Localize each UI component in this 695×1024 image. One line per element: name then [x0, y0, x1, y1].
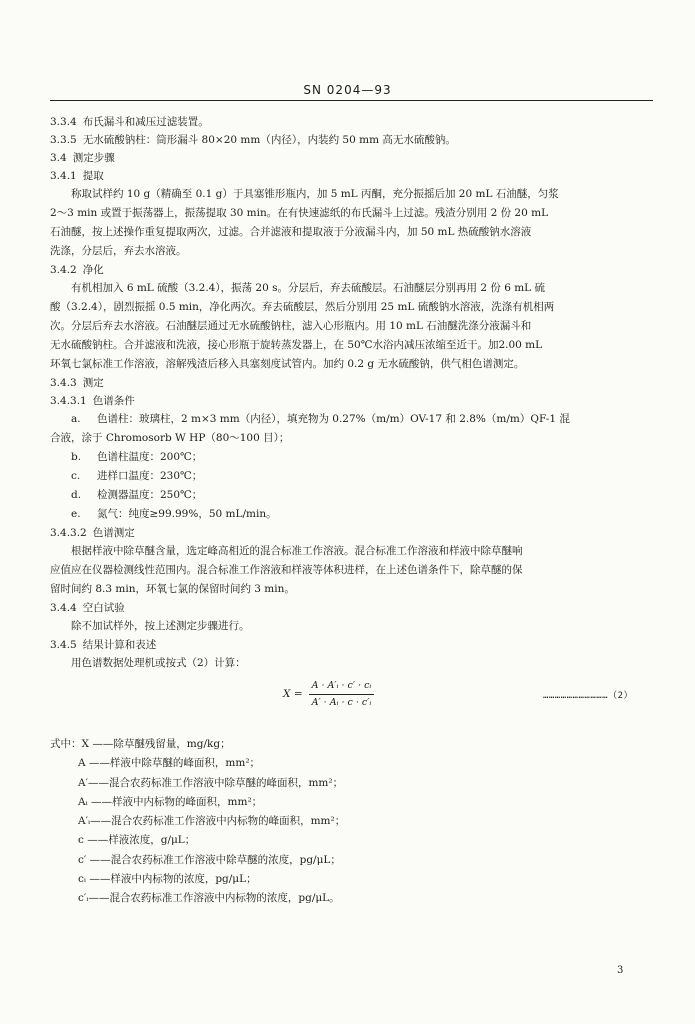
- condition-item-c: c. 进样口温度：230℃；: [71, 470, 203, 482]
- paragraph-line: 有机相加入 6 mL 硫酸（3.2.4），振荡 20 s。分层后，弃去硫酸层。石油醚层分别再用 2 份 6 mL 硫: [71, 282, 545, 294]
- paragraph-line: 环氧七氯标准工作溶液，溶解残渣后移入具塞刻度试管内。加约 0.2 g 无水硫酸钠，供气相色谱测定。: [50, 358, 525, 370]
- condition-item-d: d. 检测器温度：250℃；: [71, 489, 203, 501]
- definition-item: Aᵢ ——样液中内标物的峰面积，mm²；: [78, 795, 263, 808]
- header-rule: [50, 100, 653, 101]
- calc-intro: 用色谱数据处理机或按式（2）计算：: [71, 657, 246, 669]
- heading-3-4-4: 3.4.4 空白试验: [50, 602, 125, 614]
- condition-item-e: e. 氮气：纯度≥99.99%，50 mL/min。: [71, 508, 277, 520]
- heading-3-4: 3.4 测定步骤: [50, 152, 115, 164]
- formula-denominator: A′ · Aᵢ · c · c′ᵢ: [311, 697, 372, 709]
- definition-item: c′ᵢ——混合农药标准工作溶液中内标物的浓度，pg/μL。: [78, 892, 340, 905]
- heading-3-3-4: 3.3.4 布氏漏斗和减压过滤装置。: [50, 116, 209, 128]
- condition-item-a: a. 色谱柱：玻璃柱，2 m×3 mm（内径），填充物为 0.27%（m/m）OV-17 和 2.8%（m/m）QF-1 混: [71, 413, 570, 425]
- definition-item: A ——样液中除草醚的峰面积，mm²；: [78, 757, 261, 770]
- paragraph-line: 石油醚，按上述操作重复提取两次，过滤。合并滤液和提取液于分液漏斗内，加 50 mL 热硫酸钠水溶液: [50, 226, 532, 238]
- definition-item: 式中：X ——除草醚残留量，mg/kg；: [50, 738, 231, 750]
- condition-item-a-cont: 合液，涂于 Chromosorb W HP（80～100 目）；: [50, 432, 290, 444]
- paragraph-line: 次。分层后弃去水溶液。石油醚层通过无水硫酸钠柱，滤入心形瓶内。用 10 mL 石油醚洗涤分液漏斗和: [50, 320, 532, 332]
- paragraph-line: 根据样液中除草醚含量，选定峰高相近的混合标准工作溶液。混合标准工作溶液和样液中除草醚响: [71, 545, 523, 557]
- heading-3-4-3-2: 3.4.3.2 色谱测定: [50, 527, 135, 539]
- paragraph-line: 留时间约 8.3 min，环氧七氯的保留时间约 3 min。: [50, 583, 295, 595]
- standard-code-header: SN 0204—93: [303, 83, 392, 97]
- heading-3-4-3: 3.4.3 测定: [50, 377, 104, 389]
- document-body: [50, 113, 653, 909]
- page-number: 3: [617, 965, 624, 976]
- formula-fraction: [309, 679, 375, 711]
- chromatographic-conditions-list: [50, 410, 653, 524]
- heading-3-3-5: 3.3.5 无水硫酸钠柱：筒形漏斗 80×20 mm（内径），内装约 50 mm 高无水硫酸钠。: [50, 134, 456, 146]
- paragraph-line: 无水硫酸钠柱。合并滤液和洗液，接心形瓶于旋转蒸发器上，在 50℃水浴内减压浓缩至近干。加2.00 mL: [50, 339, 543, 351]
- heading-3-4-2: 3.4.2 净化: [50, 264, 104, 276]
- heading-3-4-1: 3.4.1 提取: [50, 170, 104, 182]
- condition-item-b: b. 色谱柱温度：200℃；: [71, 451, 203, 463]
- formula-expression: [283, 679, 374, 711]
- definition-item: A′ᵢ——混合农药标准工作溶液中内标物的峰面积，mm²；: [78, 815, 346, 828]
- equation-number: ……………………………（2）: [542, 691, 633, 701]
- variable-definitions: [50, 735, 653, 909]
- gc-determination-paragraph: [50, 542, 653, 599]
- formula-2: [50, 677, 653, 721]
- definition-item: A′——混合农药标准工作溶液中除草醚的峰面积，mm²；: [78, 776, 344, 789]
- formula-numerator: A · A′ᵢ · c′ · cᵢ: [309, 679, 375, 695]
- paragraph-line: 2～3 min 或置于振荡器上，振荡提取 30 min。在有快速滤纸的布氏漏斗上过滤。残渣分别用 2 份 20 mL: [50, 207, 549, 219]
- formula-lhs: X =: [283, 687, 303, 700]
- heading-3-4-5: 3.4.5 结果计算和表述: [50, 639, 157, 651]
- paragraph-line: 应值应在仪器检测线性范围内。混合标准工作溶液和样液等体积进样，在上述色谱条件下，除草醚的保: [50, 564, 523, 576]
- extraction-paragraph: [50, 185, 653, 261]
- definition-item: cᵢ ——样液中内标物的浓度，pg/μL；: [78, 873, 257, 886]
- paragraph-line: 酸（3.2.4），剧烈振摇 0.5 min，净化两次。弃去硫酸层，然后分别用 25 mL 硫酸钠水溶液，洗涤有机相两: [50, 301, 555, 313]
- blank-test-paragraph: 除不加试样外，按上述测定步骤进行。: [71, 620, 250, 632]
- heading-3-4-3-1: 3.4.3.1 色谱条件: [50, 395, 135, 407]
- definition-item: c′ ——混合农药标准工作溶液中除草醚的浓度，pg/μL；: [78, 853, 341, 866]
- definition-item: c ——样液浓度，g/μL；: [78, 834, 196, 847]
- cleanup-paragraph: [50, 279, 653, 374]
- paragraph-line: 洗涤，分层后，弃去水溶液。: [50, 245, 187, 257]
- paragraph-line: 称取试样约 10 g（精确至 0.1 g）于具塞锥形瓶内，加 5 mL 丙酮，充分振摇后加 20 mL 石油醚，匀浆: [71, 188, 559, 200]
